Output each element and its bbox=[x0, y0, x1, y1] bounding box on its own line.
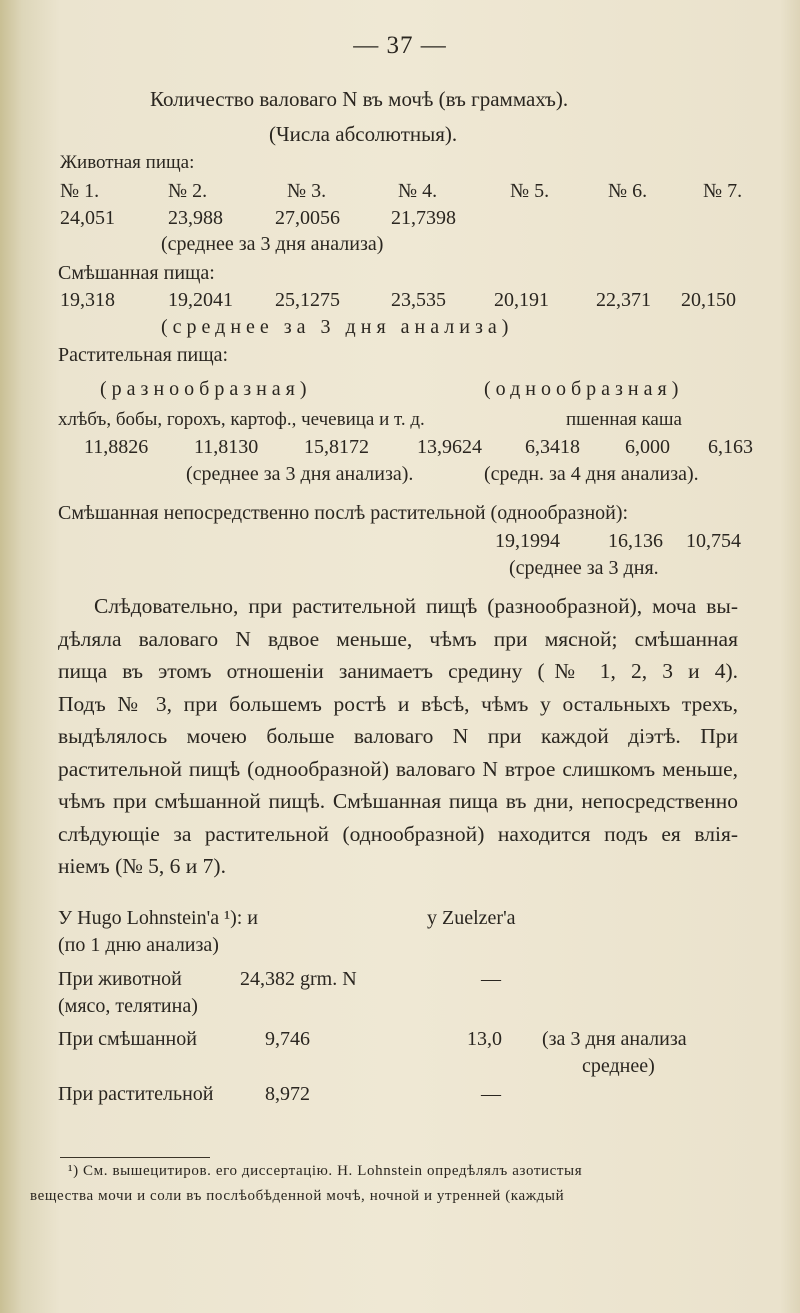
plant-value-1: 11,8826 bbox=[84, 436, 149, 458]
table-subtitle: (Числа абсолютныя). bbox=[269, 122, 458, 146]
paragraph-line: дѣляла валоваго N вдвое меньше, чѣмъ при мясной; смѣшанная bbox=[58, 626, 738, 651]
plant-value-6: 6,000 bbox=[625, 436, 670, 458]
zuelzer-header: у Zuelzer'а bbox=[427, 907, 516, 929]
varied-label: (разнообразная) bbox=[100, 378, 312, 400]
mixed-value-7: 20,150 bbox=[681, 289, 736, 311]
col-header-6: № 6. bbox=[608, 180, 648, 202]
plant-value-5: 6,3418 bbox=[525, 436, 580, 458]
paragraph-line: выдѣлялось мочею больше валоваго N при каждой діэтѣ. При bbox=[58, 724, 738, 748]
mixed-value-1: 19,318 bbox=[60, 289, 115, 311]
mixed-value-6: 22,371 bbox=[596, 289, 651, 311]
animal-value-1: 24,051 bbox=[60, 207, 115, 229]
animal-value-2: 23,988 bbox=[168, 207, 223, 229]
plant-value-3: 15,8172 bbox=[304, 436, 369, 458]
col-header-4: № 4. bbox=[398, 180, 438, 202]
comparison-row-right: — bbox=[481, 968, 501, 990]
comparison-row-note: (за 3 дня анализа bbox=[542, 1028, 687, 1050]
mixed-diet-label: Смѣшанная пища: bbox=[58, 262, 215, 284]
after-plant-value-7: 10,754 bbox=[686, 530, 741, 552]
plant-value-2: 11,8130 bbox=[194, 436, 259, 458]
paragraph-line: Слѣдовательно, при растительной пищѣ (разнообразной), моча вы- bbox=[94, 594, 738, 618]
after-plant-value-6: 16,136 bbox=[608, 530, 663, 552]
uniform-note: (средн. за 4 дня анализа). bbox=[484, 463, 699, 485]
comparison-row-value: 24,382 grm. N bbox=[240, 968, 357, 990]
mixed-value-4: 23,535 bbox=[391, 289, 446, 311]
comparison-row-note: среднее) bbox=[582, 1055, 655, 1077]
footnote-line: вещества мочи и соли въ послѣобѣденной мочѣ, ночной и утренней (каждый bbox=[30, 1188, 565, 1204]
paragraph-line: слѣдующіе за растительной (однообразной) находится подъ ея влія- bbox=[58, 821, 738, 846]
col-header-7: № 7. bbox=[703, 180, 743, 202]
mixed-value-3: 25,1275 bbox=[275, 289, 340, 311]
comparison-row-label: (мясо, телятина) bbox=[58, 995, 198, 1017]
animal-value-4: 21,7398 bbox=[391, 207, 456, 229]
animal-value-3: 27,0056 bbox=[275, 207, 340, 229]
mixed-value-5: 20,191 bbox=[494, 289, 549, 311]
col-header-5: № 5. bbox=[510, 180, 550, 202]
paragraph-line: Подъ № 3, при большемъ ростѣ и вѣсѣ, чѣмъ у остальныхъ трехъ, bbox=[58, 691, 738, 716]
lohnstein-subheader: (по 1 дню анализа) bbox=[58, 934, 219, 956]
varied-note: (среднее за 3 дня анализа). bbox=[186, 463, 414, 485]
footnote-line: ¹) См. вышецитиров. его диссертацію. H. Lohnstein опредѣлялъ азотистыя bbox=[68, 1163, 583, 1179]
comparison-row-right: 13,0 bbox=[467, 1028, 502, 1050]
col-header-2: № 2. bbox=[168, 180, 208, 202]
plant-diet-label: Растительная пища: bbox=[58, 344, 229, 366]
uniform-label: (однообразная) bbox=[484, 378, 684, 400]
col-header-3: № 3. bbox=[287, 180, 327, 202]
animal-diet-label: Животная пища: bbox=[60, 152, 195, 173]
footnote-rule bbox=[60, 1157, 210, 1158]
uniform-description: пшенная каша bbox=[566, 409, 682, 430]
plant-value-4: 13,9624 bbox=[417, 436, 482, 458]
mixed-value-2: 19,2041 bbox=[168, 289, 233, 311]
after-plant-value-5: 19,1994 bbox=[495, 530, 560, 552]
paragraph-line: чѣмъ при смѣшанной пищѣ. Смѣшанная пища въ дни, непосредственно bbox=[58, 789, 738, 813]
paragraph-line: ніемъ (№ 5, 6 и 7). bbox=[58, 854, 226, 878]
comparison-row-right: — bbox=[481, 1083, 501, 1105]
col-header-1: № 1. bbox=[60, 180, 100, 202]
comparison-row-value: 8,972 bbox=[265, 1083, 310, 1105]
body-paragraph bbox=[58, 590, 738, 883]
plant-value-7: 6,163 bbox=[708, 436, 753, 458]
comparison-row-value: 9,746 bbox=[265, 1028, 310, 1050]
paragraph-line: пища въ этомъ отношеніи занимаетъ средину (№ 1, 2, 3 и 4). bbox=[58, 659, 738, 683]
lohnstein-header: У Hugo Lohnstein'а ¹): и bbox=[58, 907, 258, 929]
varied-description: хлѣбъ, бобы, горохъ, картоф., чечевица и т. д. bbox=[58, 409, 425, 430]
paragraph-line: растительной пищѣ (однообразной) валоваго N втрое слишкомъ меньше, bbox=[58, 756, 738, 781]
after-plant-label: Смѣшанная непосредственно послѣ растительной (однообразной): bbox=[58, 502, 629, 524]
mixed-note: (среднее за 3 дня анализа) bbox=[161, 316, 514, 338]
after-plant-note: (среднее за 3 дня. bbox=[509, 557, 659, 579]
table-title: Количество валоваго N въ мочѣ (въ граммахъ). bbox=[150, 87, 569, 111]
comparison-row-label: При животной bbox=[58, 968, 182, 990]
comparison-row-label: При растительной bbox=[58, 1083, 214, 1105]
page-number: — 37 — bbox=[353, 32, 447, 59]
animal-note: (среднее за 3 дня анализа) bbox=[161, 233, 384, 255]
comparison-row-label: При смѣшанной bbox=[58, 1028, 197, 1050]
